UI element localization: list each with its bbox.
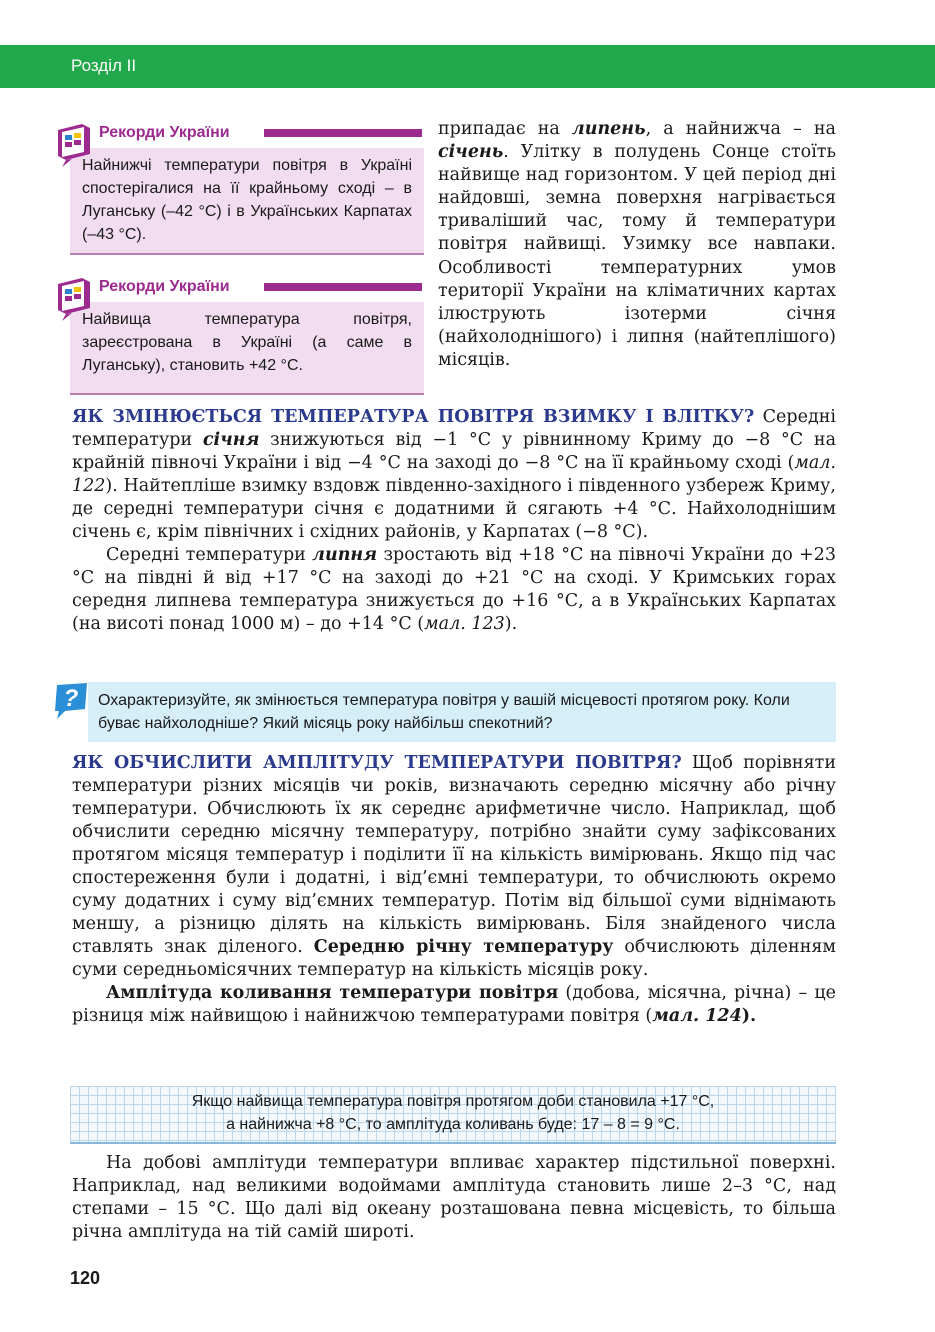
question-box (88, 682, 836, 742)
title-divider (264, 283, 422, 291)
section-heading: ЯК ЗМІНЮЄТЬСЯ ТЕМПЕРАТУРА ПОВІТРЯ ВЗИМКУ І ВЛІТКУ? (72, 407, 755, 427)
text-run: припадає на (438, 119, 572, 139)
record-box-text: Найвища температура повітря, зареєстрована в Україні (а саме в Луганську), становить +42 °С. (70, 302, 424, 395)
emphasis: січень (438, 142, 504, 163)
example-box (70, 1086, 836, 1144)
text-run: обчислюють діленням суми середньомісячних температур на кількість місяців року. (72, 937, 837, 980)
emphasis: липень (571, 119, 646, 139)
bold-term: Середню річну температуру (313, 937, 614, 957)
text-run: Середні температури (72, 407, 836, 450)
question-icon (51, 681, 93, 721)
figure-ref: мал. 124 (652, 1006, 742, 1026)
record-box-2 (52, 274, 424, 395)
page-number: 120 (70, 1268, 101, 1288)
text-run: (добова, місячна, річна) – це різниця між найвищою і найнижчою температурами повітря ( (72, 983, 836, 1026)
text-run: Щоб порівняти температури різних місяців чи років, визначають середню місячну або річну температури. Обчислюють їх як середнє арифметичне число. Наприклад, щоб обчислити середню місячну температуру, потрібно знайти суму зафіксованих протягом місяця температур і поділити її на кількість вимірювань. Якщо під час спостереження були і додатні, і від’ємні температури, то обчислюють окремо суму додатних і суму від’ємних температур. Потім від більшої суми віднімають меншу, а різницю ділять на кількість вимірювань. Біля знайденого числа ставлять знак діленого. (72, 753, 836, 957)
text-run: , а найнижча – на (645, 119, 836, 139)
text-run: ). Найтепліше взимку вздовж південно-західного і південного узбереж Криму, де середні температури січня є додатними й сягають +4 °С. Найхолоднішим січень є, крім північних і східних районів, у Карпатах (−8 °С). (72, 476, 836, 542)
figure-ref: мал. 122 (72, 453, 836, 496)
title-divider (264, 129, 422, 137)
record-box-1 (52, 120, 424, 255)
figure-ref: мал. 123 (424, 614, 505, 634)
question-text: Охарактеризуйте, як змінюється температура повітря у вашій місцевості протягом року. Коли буває найхолодніше? Який місяць року найбільш спекотний? (98, 692, 790, 732)
emphasis: липня (312, 545, 378, 565)
record-box-text: Найнижчі температури повітря в Україні спостерігалися на її крайньому сході – в Луганську (–42 °С) і в Українських Карпатах (–43 °С). (70, 148, 424, 255)
text-run: знижуються від −1 °С у рівнинному Криму до −8 °С на крайній півночі України і від −4 °С на заході до −8 °С на її крайньому сході ( (72, 430, 836, 473)
text-run: ). (741, 1006, 757, 1026)
text-run: Середні температури (106, 545, 313, 565)
example-line-1: Якщо найвища температура повітря протягом доби становила +17 °С, (191, 1093, 715, 1110)
record-box-title: Рекорди України (99, 278, 230, 295)
text-run: зростають від +18 °С на півночі України до +23 °С на півдні й від +17 °С на заході до +21 °С на сході. У Кримських горах середня липнева температура знижується до +16 °С, а в Українських Карпатах (на висоті понад 1000 м) – до +14 °С ( (72, 545, 836, 634)
closing-paragraph: На добові амплітуди температури впливає характер підстильної поверхні. Наприклад, над великими водоймами амплітуда становить лише 2–3 °С, над степами – 15 °С. Що далі від океану розташована певна місцевість, то більша річна амплітуда на тій самій широті. (72, 1153, 836, 1242)
text-run: . Улітку в полудень Сонце стоїть найвище над горизонтом. У цей період дні найдовші, земна поверхня нагрівається триваліший час, тому й температури повітря найвищі. Узимку все навпаки. Особливості температурних умов території України на кліматичних картах ілюструють ізотерми січня (найхолоднішого) і липня (найтеплішого) місяців. (438, 142, 836, 370)
example-line-2: а найнижча +8 °С, то амплітуда коливань буде: 17 – 8 = 9 °С. (226, 1116, 680, 1133)
svg-text:?: ? (63, 685, 79, 712)
section-header-bar (0, 45, 935, 88)
record-box-title: Рекорди України (99, 124, 230, 141)
section-temperature-seasons (72, 406, 836, 636)
bold-term: Амплітуда коливання температури повітря (106, 983, 559, 1003)
text-run: ). (504, 614, 518, 634)
closing-paragraph-block (72, 1152, 836, 1244)
section-amplitude (72, 752, 836, 1028)
section-heading: ЯК ОБЧИСЛИТИ АМПЛІТУДУ ТЕМПЕРАТУРИ ПОВІТРЯ? (72, 753, 682, 773)
emphasis: січня (202, 430, 260, 450)
section-label: Розділ ІІ (71, 56, 137, 75)
right-column-text (438, 118, 836, 372)
